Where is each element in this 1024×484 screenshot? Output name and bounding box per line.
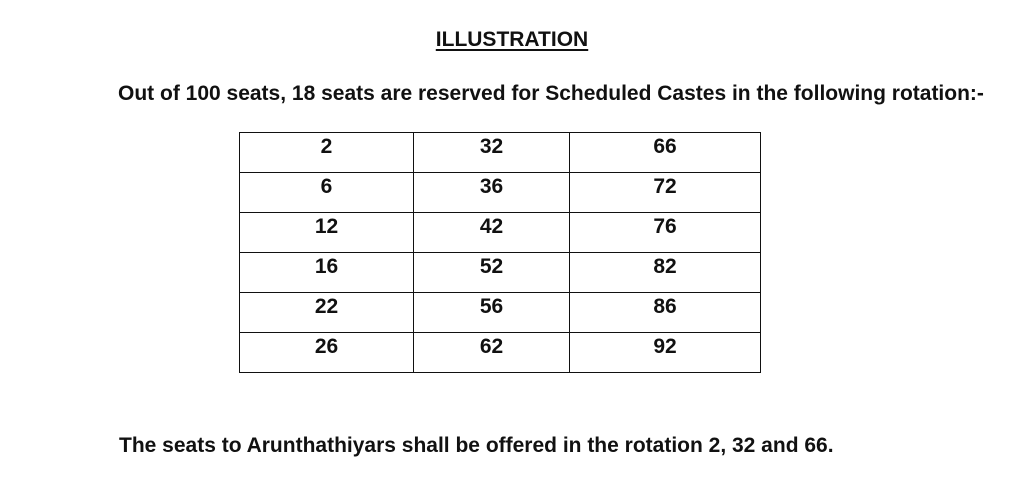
table-cell: 72 <box>570 173 761 213</box>
table-cell: 16 <box>240 253 414 293</box>
table-cell: 12 <box>240 213 414 253</box>
table-cell: 82 <box>570 253 761 293</box>
table-cell: 32 <box>414 133 570 173</box>
table-cell: 26 <box>240 333 414 373</box>
footer-statement: The seats to Arunthathiyars shall be offered in the rotation 2, 32 and 66. <box>119 434 834 457</box>
table-row <box>240 173 761 213</box>
table-cell: 52 <box>414 253 570 293</box>
table-cell: 62 <box>414 333 570 373</box>
intro-text: Out of 100 seats, 18 seats are reserved for Scheduled Castes in the following rotation:- <box>118 82 984 105</box>
table-cell: 22 <box>240 293 414 333</box>
table-row <box>240 293 761 333</box>
intro-paragraph <box>49 82 989 106</box>
table-cell: 76 <box>570 213 761 253</box>
document-title: ILLUSTRATION <box>435 28 589 51</box>
table-cell: 56 <box>414 293 570 333</box>
table-row <box>240 333 761 373</box>
table-row <box>240 133 761 173</box>
table-row <box>240 253 761 293</box>
rotation-table-body <box>240 133 761 373</box>
table-cell: 92 <box>570 333 761 373</box>
table-cell: 6 <box>240 173 414 213</box>
table-row <box>240 213 761 253</box>
table-cell: 66 <box>570 133 761 173</box>
table-cell: 86 <box>570 293 761 333</box>
table-cell: 2 <box>240 133 414 173</box>
table-cell: 42 <box>414 213 570 253</box>
rotation-table <box>239 132 761 373</box>
table-cell: 36 <box>414 173 570 213</box>
